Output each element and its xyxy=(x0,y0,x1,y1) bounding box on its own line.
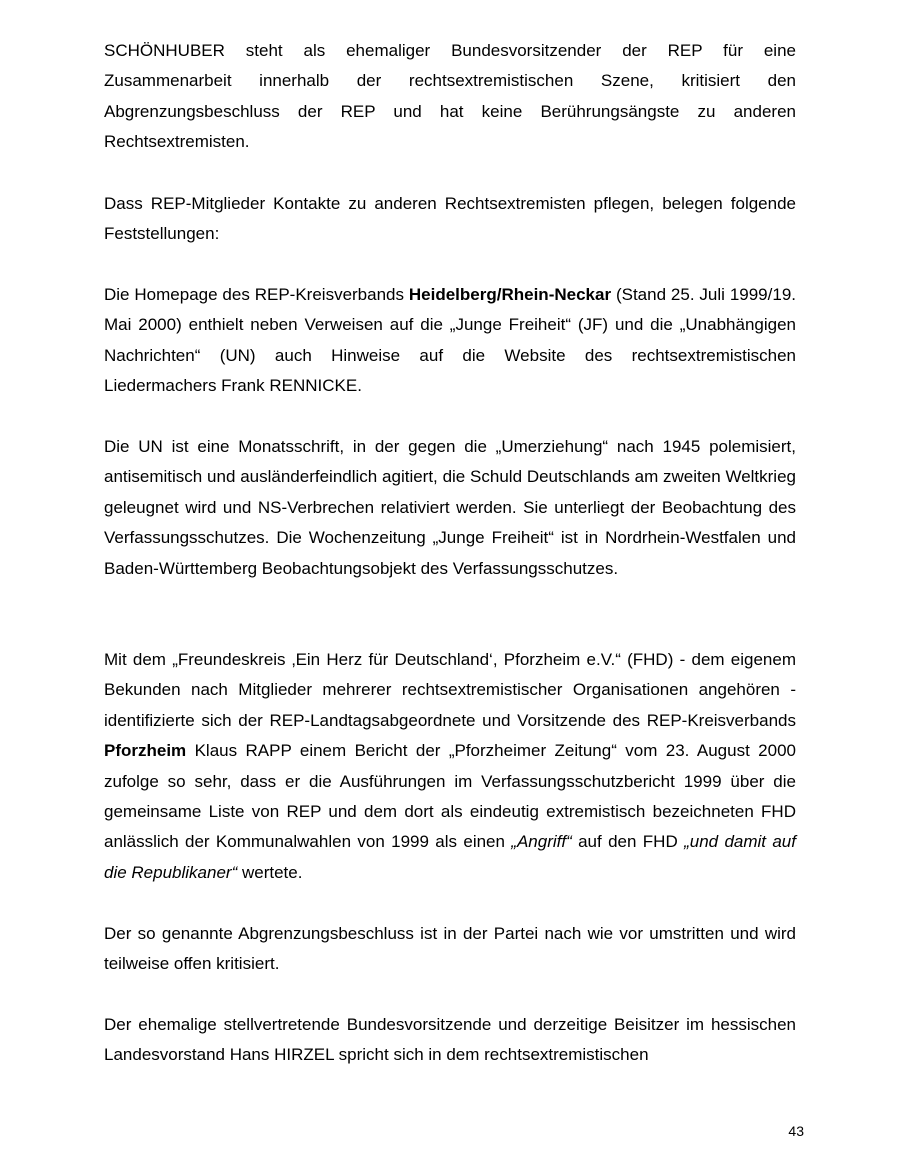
text-run: Mit dem „Freundeskreis ‚Ein Herz für Deutschland‘, Pforzheim e.V.“ (FHD) - dem eigenem Bekunden nach Mitglieder mehrerer rechtsextremistischer Organisationen angehören - identifizierte sich der REP-Landtagsabgeordnete und Vorsitzende des REP-Kreisverbands xyxy=(104,650,796,730)
paragraph-un-monatsschrift xyxy=(104,432,796,584)
paragraph-abgrenzungsbeschluss xyxy=(104,919,796,980)
page-number: 43 xyxy=(788,1123,804,1139)
bold-run-pforzheim: Pforzheim xyxy=(104,741,187,761)
paragraph-hirzel xyxy=(104,1010,796,1071)
text-run: Klaus RAPP einem Bericht der „Pforzheimer Zeitung“ vom 23. August 2000 zufolge so sehr, dass er die Ausführungen im Verfassungsschutzbericht 1999 über die gemeinsame Liste von REP und dem dort als eindeutig extremistisch bezeichneten FHD anlässlich der Kommunalwahlen von 1999 als einen xyxy=(104,741,796,852)
paragraph-kontakte xyxy=(104,189,796,250)
text-run: SCHÖNHUBER steht als ehemaliger Bundesvorsitzender der REP für eine Zusammenarbeit innerhalb der rechtsextremistischen Szene, kritisiert den Abgrenzungsbeschluss der REP und hat keine Berührungsängste zu anderen Rechtsextremisten. xyxy=(104,41,796,152)
text-run: Der ehemalige stellvertretende Bundesvorsitzende und derzeitige Beisitzer im hessischen Landesvorstand Hans HIRZEL spricht sich in dem rechtsextremistischen xyxy=(104,1015,796,1065)
italic-run-angriff: „Angriff“ xyxy=(511,832,572,852)
text-run: Die Homepage des REP-Kreisverbands xyxy=(104,285,409,304)
text-run: Die UN ist eine Monatsschrift, in der gegen die „Umerziehung“ nach 1945 polemisiert, antisemitisch und ausländerfeindlich agitiert, die Schuld Deutschlands am zweiten Weltkrieg geleugnet wird und NS-Verbrechen relativiert werden. Sie unterliegt der Beobachtung des Verfassungsschutzes. Die Wochenzeitung „Junge Freiheit“ ist in Nordrhein-Westfalen und Baden-Württemberg Beobachtungsobjekt des Verfassungsschutzes. xyxy=(104,437,796,578)
paragraph-schoenhuber xyxy=(104,36,796,158)
text-run: Dass REP-Mitglieder Kontakte zu anderen Rechtsextremisten pflegen, belegen folgende Feststellungen: xyxy=(104,194,796,244)
text-run: auf den FHD xyxy=(571,832,685,852)
bold-run-heidelberg: Heidelberg/Rhein-Neckar xyxy=(408,285,612,304)
text-run: Der so genannte Abgrenzungsbeschluss ist in der Partei nach wie vor umstritten und wird teilweise offen kritisiert. xyxy=(104,924,796,974)
paragraph-homepage-heidelberg xyxy=(104,280,796,402)
paragraph-freundeskreis xyxy=(104,645,796,888)
italic-run-republikaner: „und damit auf die Republikaner“ xyxy=(104,832,796,882)
text-run: wertete. xyxy=(237,862,303,882)
text-run: (Stand 25. Juli 1999/19. Mai 2000) enthielt neben Verweisen auf die „Junge Freiheit“ (JF) und die „Unabhängigen Nachrichten“ (UN) auch Hinweise auf die Website des rechtsextremistischen Liedermachers Frank RENNICKE. xyxy=(104,285,796,396)
